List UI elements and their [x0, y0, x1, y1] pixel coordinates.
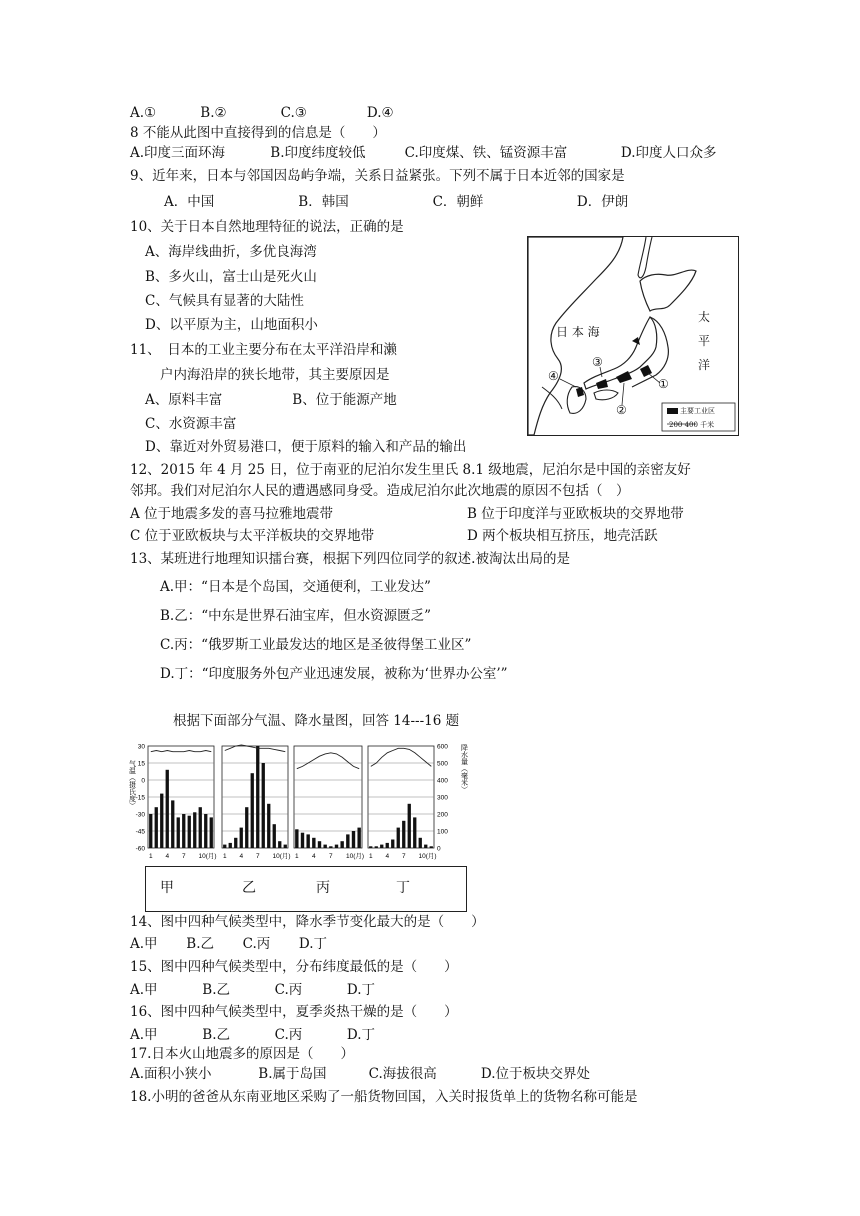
precipitation-bar — [301, 833, 304, 848]
precipitation-bar — [340, 841, 343, 848]
precipitation-bar — [312, 838, 315, 848]
tick-label: 7 — [329, 853, 333, 860]
precipitation-bar — [171, 800, 174, 848]
tick-label: 400 — [437, 777, 448, 785]
ocean-label — [698, 305, 712, 377]
q17-options — [130, 1065, 590, 1083]
q10-option-b: B、多火山，富士山是死火山 — [145, 269, 317, 285]
temperature-line — [151, 751, 212, 752]
right-axis-label: 降水量（毫米） — [460, 744, 468, 793]
q12-option-a: A 位于地震多发的喜马拉雅地震带 — [130, 506, 334, 522]
tick-label: 100 — [437, 828, 448, 836]
marker-4: ④ — [548, 369, 559, 383]
option: A．中国 — [164, 194, 215, 210]
q10-option-a: A、海岸线曲折，多优良海湾 — [145, 244, 317, 260]
precipitation-bar — [284, 845, 287, 848]
q10-option-c: C、气候具有显著的大陆性 — [145, 293, 304, 309]
option: B.② — [200, 105, 227, 121]
tick-label: 600 — [437, 743, 448, 751]
option: B.属于岛国 — [258, 1066, 327, 1082]
sea-label: 日 本 海 — [556, 325, 600, 339]
tick-label: 7 — [256, 853, 260, 860]
q13-option-b: B.乙：“中东是世界石油宝库，但水资源匮乏” — [160, 608, 432, 624]
precipitation-bar — [155, 807, 158, 848]
legend-label: 主要工业区 — [680, 407, 715, 415]
q16-options — [130, 1026, 375, 1044]
precipitation-bar — [229, 843, 232, 848]
scale-label: 200 400 千米 — [669, 421, 715, 429]
q9-stem: 9、近年来，日本与邻国因岛屿争端，关系日益紧张。下列不属于日本近邻的国家是 — [130, 168, 625, 184]
precipitation-bar — [346, 834, 349, 848]
option: D.印度人口众多 — [620, 145, 717, 161]
q15-options — [130, 981, 375, 999]
precipitation-bar — [335, 845, 338, 848]
option: C.丙 — [242, 936, 271, 952]
precipitation-bar — [391, 840, 394, 849]
precipitation-bar — [245, 807, 248, 848]
climate-charts-graphic — [128, 740, 473, 862]
q12-option-d: D 两个板块相互挤压，地壳活跃 — [467, 528, 658, 544]
option: C.印度煤、铁、锰资源丰富 — [404, 145, 568, 161]
climate-charts — [128, 740, 473, 862]
tick-label: 10(月) — [418, 853, 437, 860]
tick-label: 15 — [137, 760, 145, 768]
temperature-line — [297, 753, 359, 769]
precipitation-bar — [278, 841, 281, 848]
precipitation-bar — [397, 828, 400, 848]
chart-name: 甲 — [160, 880, 174, 896]
q12-stem-1: 12、2015 年 4 月 25 日，位于南亚的尼泊尔发生里氏 8.1 级地震，尼泊尔是中国的亲密友好 — [130, 462, 691, 478]
precipitation-bar — [306, 834, 309, 848]
precipitation-bar — [408, 804, 411, 848]
option: A.印度三面环海 — [130, 145, 226, 161]
tick-label: -15 — [135, 794, 145, 802]
ocean-label-char: 太 — [698, 310, 711, 324]
q11-options-ab — [145, 391, 397, 409]
q10-stem: 10、关于日本自然地理特征的说法，正确的是 — [130, 219, 404, 235]
q15-stem: 15、图中四种气候类型中，分布纬度最低的是（ ） — [130, 959, 458, 975]
precipitation-bar — [166, 770, 169, 848]
precipitation-bar — [210, 817, 213, 848]
temperature-line — [371, 748, 432, 766]
precipitation-bar — [177, 817, 180, 848]
tick-label: 10(月) — [198, 853, 217, 860]
option: D．伊朗 — [576, 194, 629, 210]
tick-label: 0 — [141, 777, 145, 785]
option: A.甲 — [130, 1027, 158, 1043]
ocean-label-char: 洋 — [698, 358, 711, 372]
japan-industrial-map — [527, 236, 739, 436]
precipitation-bar — [199, 807, 202, 848]
option: B.乙 — [186, 936, 215, 952]
precipitation-bar — [273, 824, 276, 848]
option: D.丁 — [346, 1027, 376, 1043]
q12-stem-2: 邻邦。我们对尼泊尔人民的遭遇感同身受。造成尼泊尔此次地震的原因不包括（ ） — [130, 483, 630, 499]
option: A.甲 — [130, 936, 158, 952]
tick-label: 1 — [149, 853, 153, 860]
option: A.① — [130, 105, 157, 121]
q13-stem: 13、某班进行地理知识擂台赛，根据下列四位同学的叙述.被淘汰出局的是 — [130, 551, 570, 567]
q18-stem: 18.小明的爸爸从东南亚地区采购了一船货物回国，入关时报货单上的货物名称可能是 — [130, 1089, 638, 1105]
precipitation-bar — [318, 841, 321, 848]
q11-option-d: D、靠近对外贸易港口，便于原料的输入和产品的输出 — [145, 439, 467, 455]
q13-option-a: A.甲：“日本是个岛国，交通便利，工业发达” — [160, 579, 431, 595]
option: A.面积小狭小 — [130, 1066, 212, 1082]
option: C．朝鲜 — [432, 194, 484, 210]
tick-label: 4 — [239, 853, 244, 860]
q9-options — [164, 193, 628, 211]
tick-label: 4 — [385, 853, 390, 860]
option: A.甲 — [130, 982, 158, 998]
precipitation-bar — [402, 821, 405, 848]
tick-label: 30 — [137, 743, 145, 751]
option: D.④ — [366, 105, 394, 121]
tick-label: -60 — [135, 845, 145, 853]
option: C.丙 — [274, 982, 303, 998]
q7-options — [130, 104, 394, 122]
precipitation-bar — [329, 846, 332, 848]
tick-label: 200 — [437, 811, 448, 819]
option: D.丁 — [346, 982, 376, 998]
precipitation-bar — [149, 814, 152, 848]
intro-14-16: 根据下面部分气温、降水量图，回答 14---16 题 — [173, 713, 460, 729]
chart-name: 丙 — [316, 880, 330, 896]
precipitation-bar — [323, 845, 326, 848]
tick-label: 0 — [437, 845, 441, 853]
q17-stem: 17.日本火山地震多的原因是（ ） — [130, 1046, 354, 1062]
q11-stem-2: 户内海沿岸的狭长地带，其主要原因是 — [160, 367, 390, 383]
chart-names-box — [145, 866, 467, 912]
q16-stem: 16、图中四种气候类型中，夏季炎热干燥的是（ ） — [130, 1004, 458, 1020]
precipitation-bar — [352, 831, 355, 848]
q13-option-c: C.丙：“俄罗斯工业最发达的地区是圣彼得堡工业区” — [160, 637, 472, 653]
tick-label: 1 — [223, 853, 227, 860]
q8-options — [130, 144, 717, 162]
precipitation-bar — [267, 804, 270, 848]
chart-name: 乙 — [242, 880, 256, 896]
option: C.海拔很高 — [368, 1066, 437, 1082]
tick-label: 300 — [437, 794, 448, 802]
tick-label: 1 — [369, 853, 373, 860]
option: B.印度纬度较低 — [270, 145, 366, 161]
precipitation-bar — [182, 814, 185, 848]
option: D.位于板块交界处 — [480, 1066, 591, 1082]
option: B．韩国 — [298, 194, 349, 210]
tick-label: 10(月) — [272, 853, 291, 860]
tick-label: -30 — [135, 811, 145, 819]
precipitation-bar — [160, 794, 163, 848]
tick-label: 1 — [295, 853, 299, 860]
precipitation-bar — [357, 828, 360, 848]
precipitation-bar — [295, 829, 298, 848]
tick-label: 4 — [165, 853, 170, 860]
tick-label: 4 — [312, 853, 316, 860]
q13-option-d: D.丁：“印度服务外包产业迅速发展，被称为‘世界办公室’” — [160, 666, 508, 682]
q14-stem: 14、图中四种气候类型中，降水季节变化最大的是（ ） — [130, 914, 485, 930]
q12-option-c: C 位于亚欧板块与太平洋板块的交界地带 — [130, 528, 375, 544]
precipitation-bar — [369, 846, 372, 848]
precipitation-bar — [430, 846, 433, 848]
option: C.丙 — [274, 1027, 303, 1043]
option: A、原料丰富 — [145, 392, 223, 408]
tick-label: -45 — [135, 828, 145, 836]
precipitation-bar — [251, 773, 254, 848]
option: B.乙 — [202, 1027, 231, 1043]
option: B、位于能源产地 — [292, 392, 397, 408]
precipitation-bar — [234, 838, 237, 848]
option: C.③ — [280, 105, 307, 121]
precipitation-bar — [240, 828, 243, 848]
q11-stem-1: 11、 日本的工业主要分布在太平洋沿岸和濑 — [130, 342, 397, 358]
precipitation-bar — [188, 816, 191, 848]
option: B.乙 — [202, 982, 231, 998]
marker-3: ③ — [592, 355, 603, 369]
precipitation-bar — [413, 817, 416, 848]
q14-options — [130, 935, 327, 953]
precipitation-bar — [424, 845, 427, 848]
option: D.丁 — [298, 936, 328, 952]
q12-option-b: B 位于印度洋与亚欧板块的交界地带 — [467, 506, 684, 522]
marker-1: ① — [658, 377, 669, 391]
precipitation-bar — [375, 846, 378, 848]
marker-2: ② — [616, 403, 627, 417]
left-axis-label: 气温（摄氏度） — [128, 760, 136, 809]
tick-label: 7 — [182, 853, 186, 860]
q11-option-c: C、水资源丰富 — [145, 416, 237, 432]
precipitation-bar — [262, 763, 265, 848]
precipitation-bar — [419, 838, 422, 848]
ocean-label-char: 平 — [698, 334, 711, 348]
tick-label: 500 — [437, 760, 448, 768]
chart-name: 丁 — [396, 880, 410, 896]
precipitation-bar — [204, 814, 207, 848]
tick-label: 10(月) — [346, 853, 365, 860]
precipitation-bar — [223, 845, 226, 848]
precipitation-bar — [256, 746, 259, 848]
precipitation-bar — [386, 843, 389, 848]
tick-label: 7 — [402, 853, 406, 860]
precipitation-bar — [193, 812, 196, 848]
q8-stem: 8 不能从此图中直接得到的信息是（ ） — [130, 125, 386, 141]
precipitation-bar — [380, 845, 383, 848]
q10-option-d: D、以平原为主，山地面积小 — [145, 317, 318, 333]
